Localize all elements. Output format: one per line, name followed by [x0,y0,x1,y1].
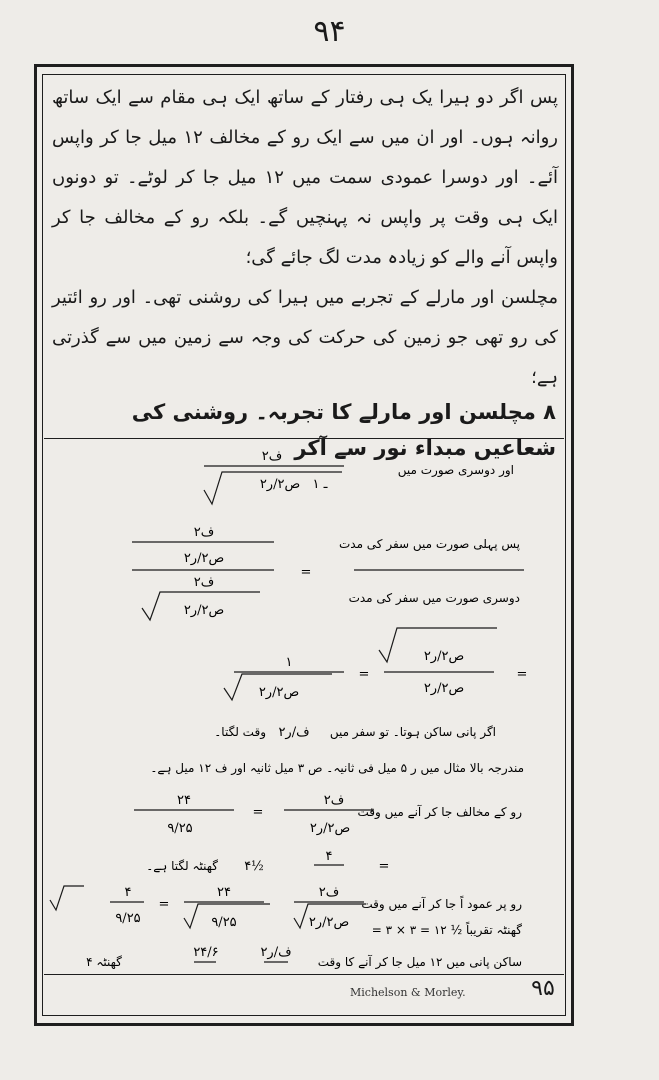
static-frac: ۲ف/ر [278,725,310,740]
still-24-6: ۲۴/۶ [193,945,219,960]
still-four-hours: ۴ گھنٹہ [86,955,122,969]
label-still: ساکن پانی میں ۱۲ میل جا کر آنے کا وقت [317,955,522,969]
against-2f: ۲ف [323,793,345,808]
f1-numerator: ۲ف [261,449,283,464]
f1-denominator: ص٢/ر٢ [259,477,301,492]
ratio-num-2f: ۲ف [193,525,215,540]
footer-number: ۹۵ [531,976,555,1001]
perp-den-2: ۹/۲۵ [211,915,237,930]
against-24: ۲۴ [177,793,191,808]
perp-2f: ۲ف [318,885,340,900]
sqrt-right-num: ص٢/ر٢ [423,649,465,664]
separator-top [44,438,564,439]
static-tail: وقت لگتا۔ [214,725,266,739]
sqrt-left-den: ص٢/ر٢ [258,685,300,700]
static-note: اگر پانی ساکن ہوتا۔ تو سفر میں [329,725,496,739]
against-eq: = [252,805,264,820]
paragraph-2: مچلسن اور مارلے کے تجربے میں ہیرا کی روشنی تھی۔ اور رو ائتیر کی رو تھی جو زمین کی حرکت کی وجہ سے زمین میں سے گذرتی ہے؛ [52,287,558,388]
body-text [52,78,558,438]
perp-24: ۲۴ [217,885,231,900]
perp-9-25: ۹/۲۵ [115,911,141,926]
ratio-eq: = [300,565,312,580]
label-against: رو کے مخالف جا کر آنے میں وقت [357,805,522,819]
ratio-den-2f: ۲ف [193,575,215,590]
section-heading: ۸ مچلسن اور مارلے کا تجربہ۔ روشنی کی شعاعیں مبداء نور سے آکر [131,400,556,460]
ratio-num-den: ص٢/ر٢ [183,551,225,566]
perp-den: ص٢/ر٢ [308,915,350,930]
label-first-duration: پس پہلی صورت میں سفر کی مدت [338,537,520,551]
sqrt-eq: = [358,667,370,682]
hours-eq: = [378,859,390,874]
half-value: ۴½ [244,859,264,874]
ratio-den-den: ص٢/ر٢ [183,603,225,618]
f1-one-minus: ۱ ـ [312,477,328,492]
label-second-case: اور دوسری صورت میں [397,463,514,477]
footer-caption: Michelson & Morley. [350,986,466,999]
math-block [44,440,564,974]
against-den: ص٢/ر٢ [309,821,351,836]
sqrt-eq-2: = [516,667,528,682]
page-number: ۹۴ [313,14,346,49]
label-second-duration: دوسری صورت میں سفر کی مدت [348,591,520,605]
separator-bottom [44,974,564,975]
example-text: مندرجہ بالا مثال میں ر ۵ میل فی ثانیہ۔ ص ۳ میل ثانیہ اور ف ۱۲ میل ہے۔ [150,761,524,775]
still-2f: ۲ف/ر [260,945,292,960]
paragraph-1: پس اگر دو ہیرا یک ہی رفتار کے ساتھ ایک ہی مقام سے ایک ساتھ روانہ ہوں۔ اور ان میں سے ایک رو کے مخالف ۱۲ میل جا کر واپس آئے۔ اور دوسرا عمودی سمت میں ۱۲ میل جا کر لوٹے۔ تو دونوں ایک ہی وقت پر واپس نہ پہنچیں گے۔ بلکہ رو کے مخالف جا کر واپس آنے والے کو زیادہ مدت لگ جائے گی؛ [52,87,559,268]
label-perp: رو پر عمود اً جا کر آنے میں وقت [361,897,522,911]
frac-4: ۴ [325,849,333,864]
sqrt-right-den: ص٢/ر٢ [423,681,465,696]
formulas-svg [44,440,564,974]
perp-eq: = [158,897,170,912]
sqrt-one: ۱ [285,655,293,670]
approx-text: = ۳ × ۳ = ۱۲ ½ گھنٹہ تقریباً [371,923,522,937]
hours-text: گھنٹہ لگتا ہے۔ [146,859,218,873]
perp-4: ۴ [124,885,132,900]
against-9-25: ۹/۲۵ [167,821,193,836]
